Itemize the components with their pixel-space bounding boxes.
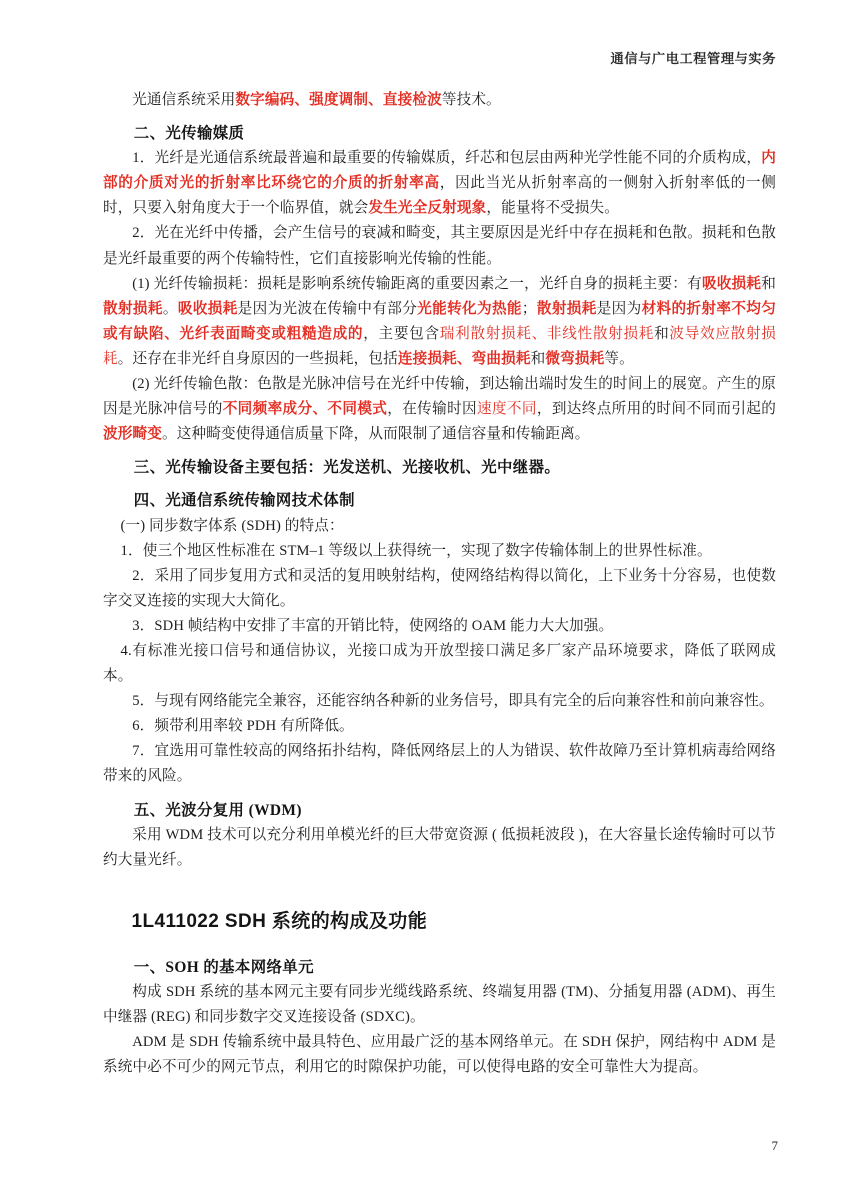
loss-s4: 是因为光波在传输中有部分 (237, 300, 418, 317)
spacer (103, 113, 776, 121)
loss-r9: 连接损耗、弯曲损耗 (397, 350, 531, 367)
fiber1-s1: 1．光纤是光通信系统最普遍和最重要的传输媒质，纤芯和包层由两种光学性能不同的介质构成， (132, 150, 762, 167)
sdh-point-3: 3．SDH 帧结构中安排了丰富的开销比特，使网络的 OAM 能力大大加强。 (132, 617, 614, 634)
loss-s9: 。还存在非光纤自身原因的一些损耗，包括 (117, 350, 398, 367)
spacer (103, 937, 776, 955)
loss-s11: 等。 (604, 350, 634, 367)
sdh-point-6: 6．频带利用率较 PDH 有所降低。 (132, 718, 354, 735)
heading-section-two: 二、光传输媒质 (133, 125, 245, 143)
heading-section-five: 五、光波分复用 (WDM) (133, 801, 302, 819)
disp-s4: 。这种畸变使得通信质量下降，从而限制了通信容量和传输距离。 (161, 426, 590, 443)
paragraph-soh-1: 构成 SDH 系统的基本网元主要有同步光缆线路系统、终端复用器 (TM)、分插复用器 (ADM)、再生中继器 (REG) 和同步数字交叉连接设备 (SDXC)。 (103, 983, 776, 1025)
disp-r1: 不同频率成分、不同模式 (222, 401, 388, 418)
loss-s8: 和 (654, 325, 670, 342)
disp-s2: ，在传输时因 (387, 401, 478, 418)
loss-r4: 光能转化为热能 (417, 300, 522, 317)
disp-s3: ，到达终点所用的时间不同而引起的 (536, 401, 776, 418)
paragraph-fiber-1 (103, 146, 776, 221)
spacer (103, 790, 776, 798)
spacer (103, 447, 776, 455)
paragraph-dispersion (103, 372, 776, 447)
loss-r3: 吸收损耗 (177, 300, 238, 317)
intro-highlight: 数字编码、强度调制、直接检波 (235, 92, 442, 108)
disp-r2: 速度不同 (477, 401, 537, 418)
loss-r5: 散射损耗 (536, 300, 597, 317)
heading-soh: 一、SOH 的基本网络单元 (133, 958, 314, 976)
loss-s10: 和 (530, 350, 546, 367)
paragraph-loss (103, 272, 776, 372)
intro-lead: 光通信系统采用 (132, 92, 236, 108)
sdh-point-2: 2．采用了同步复用方式和灵活的复用映射结构，使网络结构得以简化，上下业务十分容易，也使数字交叉连接的实现大大简化。 (103, 567, 776, 609)
loss-s5: ； (521, 300, 537, 317)
paragraph-soh-2: ADM 是 SDH 传输系统中最具特色、应用最广泛的基本网络单元。在 SDH 保护，网结构中 ADM 是系统中必不可少的网元节点，利用它的时隙保护功能，可以使得电路的安全可靠性大为提高。 (103, 1034, 776, 1076)
loss-s7: ，主要包含 (363, 325, 440, 342)
loss-s3: 。 (162, 300, 178, 317)
loss-r2: 散射损耗 (103, 300, 163, 317)
sdh-point-1: 1．使三个地区性标准在 STM–1 等级以上获得统一，实现了数字传输体制上的世界性标准。 (120, 542, 712, 559)
fiber1-s2: ，因此当光从折射率高的一侧射入折射率低的一侧时，只要入射角度大于一个临界值，就会 (103, 175, 776, 217)
loss-s6: 是因为 (596, 300, 642, 317)
fiber1-s3: ，能量将不受损失。 (486, 200, 620, 217)
loss-s2: 和 (761, 275, 776, 292)
disp-s1: (2) 光纤传输色散：色散是光脉冲信号在光纤中传输，到达输出端时发生的时间上的展宽。产生的原因是光脉冲信号的 (103, 376, 776, 418)
heading-section-four: 四、光通信系统传输网技术体制 (133, 492, 355, 510)
loss-r7: 瑞利散射损耗、非线性散射损耗 (439, 325, 655, 342)
text-column (103, 88, 776, 1080)
loss-r10: 微弯损耗 (545, 350, 605, 367)
paragraph-sdh-intro: (一) 同步数字体系 (SDH) 的特点： (120, 517, 344, 534)
chapter-title: 1L411022 SDH 系统的构成及功能 (131, 910, 428, 932)
disp-r3: 波形畸变 (103, 426, 162, 443)
loss-r8: 波导效应散射损耗 (103, 325, 776, 367)
loss-r1: 吸收损耗 (701, 275, 762, 292)
spacer (103, 480, 776, 488)
sdh-point-5: 5．与现有网络能完全兼容，还能容纳各种新的业务信号，即具有完全的后向兼容性和前向兼容性。 (132, 693, 774, 710)
running-header: 通信与广电工程管理与实务 (610, 51, 776, 66)
fiber1-r1: 内部的介质对光的折射率比环绕它的介质的折射率高 (103, 150, 776, 192)
page-number: 7 (771, 1138, 778, 1153)
sdh-point-4: 4.有标准光接口信号和通信协议，光接口成为开放型接口满足多厂家产品环境要求，降低了联网成本。 (103, 642, 776, 685)
intro-tail: 等技术。 (441, 92, 501, 108)
loss-r6: 材料的折射率不均匀或有缺陷、光纤表面畸变或粗糙造成的 (103, 300, 777, 342)
fiber1-r2: 发生光全反射现象 (368, 200, 487, 217)
paragraph-wdm: 采用 WDM 技术可以充分利用单模光纤的巨大带宽资源 ( 低损耗波段 )，在大容量长途传输时可以节约大量光纤。 (103, 826, 776, 868)
loss-s1: (1) 光纤传输损耗：损耗是影响系统传输距离的重要因素之一，光纤自身的损耗主要：有 (132, 275, 702, 292)
sdh-point-7: 7．宜选用可靠性较高的网络拓扑结构，降低网络层上的人为错误、软件故障乃至计算机病毒给网络带来的风险。 (103, 743, 776, 785)
paragraph-intro (103, 88, 776, 113)
heading-section-three: 三、光传输设备主要包括：光发送机、光接收机、光中继器。 (133, 459, 561, 477)
spacer (103, 873, 776, 907)
paragraph-fiber-2: 2．光在光纤中传播，会产生信号的衰减和畸变，其主要原因是光纤中存在损耗和色散。损耗和色散是光纤最重要的两个传输特性，它们直接影响光传输的性能。 (103, 225, 776, 267)
